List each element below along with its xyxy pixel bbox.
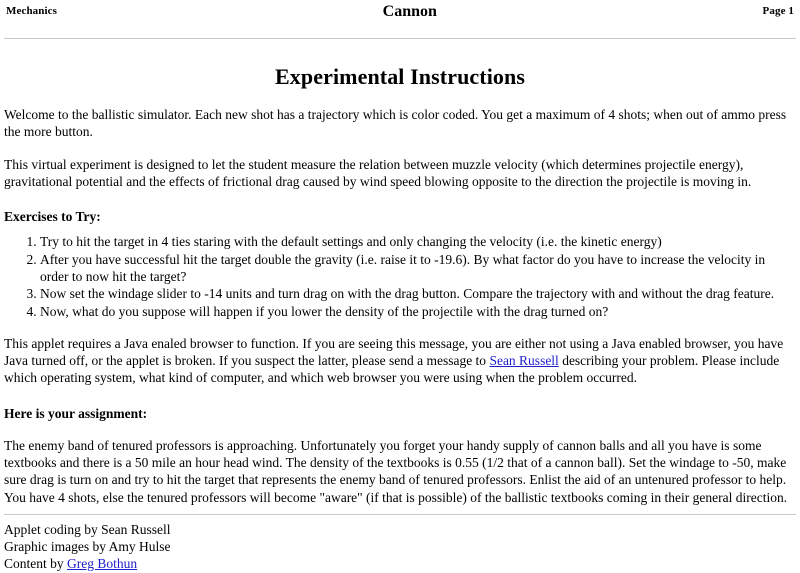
intro-paragraph-1: Welcome to the ballistic simulator. Each new shot has a trajectory which is color coded. You get a maximum of 4 shots; when out of ammo press the more button. (4, 107, 787, 140)
java-requirement-notice (4, 335, 796, 387)
header-divider (4, 38, 796, 39)
credit-applet-coding: Applet coding by Sean Russell (4, 521, 171, 537)
exercises-heading: Exercises to Try: (4, 209, 101, 225)
exercises-list (4, 233, 796, 319)
java-notice-text-after-link: describing your problem. Please include which operating system, what kind of computer, and which web browser you were using when the problem occurred. (4, 353, 780, 386)
footer-divider (4, 514, 796, 515)
intro-paragraph-2: This virtual experiment is designed to let the student measure the relation between muzzle velocity (which determines projectile energy), gravitational potential and the effects of frictional drag caused by wind speed blowing opposite to the direction the projectile is moving in. (4, 156, 752, 189)
list-item: 4. Now, what do you suppose will happen if you lower the density of the projectile with the drag turned on? (40, 303, 796, 320)
greg-bothun-link[interactable]: Greg Bothun (67, 555, 138, 571)
assignment-paragraph: The enemy band of tenured professors is approaching. Unfortunately you forget your handy supply of cannon balls and all you have is some textbooks and there is a 50 mile an hour head wind. The density of the textbooks is 0.55 (1/2 that of a cannon ball). Set the windage to -50, make sure drag is turn on and try to hit the target that represents the enemy band of tenured professors. Enlist the aid of an untenured professor to help. You have 4 shots, else the tenured professors will become "aware" (if that is possible) of the ballistic textbooks coming in their general direction. (4, 437, 788, 505)
page-title: Experimental Instructions (275, 64, 525, 89)
list-item: 2. After you have successful hit the target double the gravity (i.e. raise it to -19.6). By what factor do you have to increase the velocity in order to now hit the target? (40, 251, 796, 286)
running-header-title: Cannon (382, 3, 437, 20)
running-header-page-number: Page 1 (762, 5, 794, 17)
assignment-heading: Here is your assignment: (4, 405, 148, 421)
list-item: 3. Now set the windage slider to -14 units and turn drag on with the drag button. Compare the trajectory with and without the drag feature. (40, 285, 796, 302)
credit-graphic-images: Graphic images by Amy Hulse (4, 538, 171, 554)
credit-content (4, 556, 796, 573)
running-header (4, 0, 796, 22)
sean-russell-mail-link[interactable]: Sean Russell (489, 353, 559, 369)
running-header-subject: Mechanics (6, 5, 58, 17)
credit-content-prefix: Content by (4, 555, 67, 571)
list-item: 1. Try to hit the target in 4 ties staring with the default settings and only changing the velocity (i.e. the kinetic energy) (40, 233, 796, 250)
credits-block (4, 522, 796, 573)
java-notice-text-before-link: This applet requires a Java enaled browser to function. If you are seeing this message, you are either not using a Java enabled browser, you have Java turned off, or the applet is broken. If you suspect the latter, please send a message to (4, 335, 784, 369)
